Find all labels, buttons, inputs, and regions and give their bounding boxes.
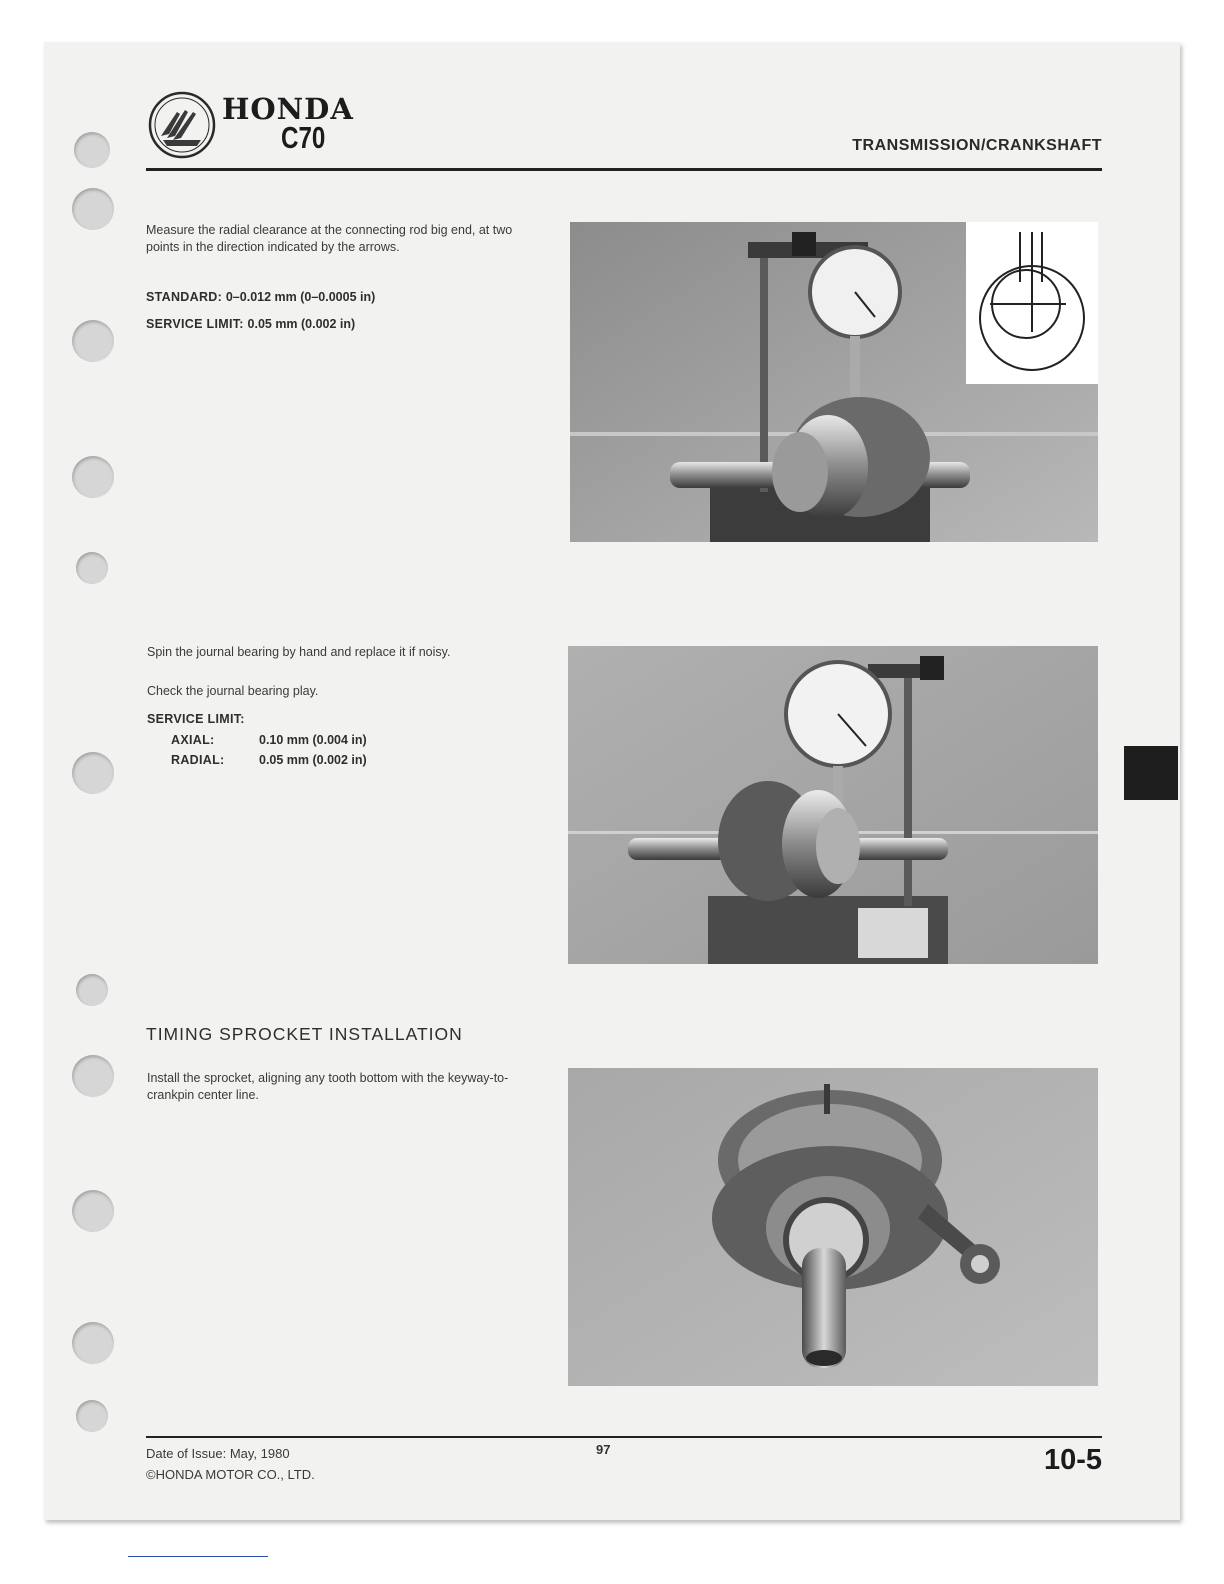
radial-spec (171, 753, 367, 767)
timing-sprocket-heading: TIMING SPROCKET INSTALLATION (146, 1024, 463, 1044)
binder-hole (72, 1322, 114, 1364)
underline-mark (128, 1556, 268, 1557)
binder-hole (72, 1190, 114, 1232)
brand-name: HONDA (222, 92, 354, 126)
binder-hole (72, 456, 114, 498)
timing-sprocket-photo (568, 1068, 1098, 1386)
binder-hole (72, 188, 114, 230)
service-limit-value: 0.05 mm (0.002 in) (247, 317, 356, 331)
journal-bearing-photo (568, 646, 1098, 964)
radial-label: RADIAL: (171, 753, 225, 767)
service-limit-spec (146, 317, 355, 331)
binder-hole (72, 1055, 114, 1097)
binder-hole (72, 752, 114, 794)
page-number: 10-5 (1043, 1444, 1102, 1476)
binder-hole (76, 552, 108, 584)
service-limit-heading: SERVICE LIMIT: (147, 712, 245, 726)
axial-value: 0.10 mm (0.004 in) (259, 733, 367, 747)
radial-value: 0.05 mm (0.002 in) (259, 753, 367, 767)
radial-clearance-instruction: Measure the radial clearance at the connecting rod big end, at two points in the direction indicated by the arrows. (146, 223, 513, 254)
timing-sprocket-instruction: Install the sprocket, aligning any tooth bottom with the keyway-to-crankpin center line. (147, 1071, 509, 1102)
binder-hole (76, 1400, 108, 1432)
standard-spec (146, 290, 375, 304)
axial-spec (171, 733, 367, 747)
binder-hole (74, 132, 110, 168)
standard-value: 0–0.012 mm (0–0.0005 in) (225, 290, 376, 304)
footer-rule (146, 1436, 1102, 1438)
axial-label: AXIAL: (171, 733, 215, 747)
copyright: ©HONDA MOTOR CO., LTD. (146, 1467, 315, 1482)
journal-bearing-check-text: Check the journal bearing play. (147, 684, 319, 698)
standard-label: STANDARD: (146, 290, 223, 304)
section-title: TRANSMISSION/CRANKSHAFT (852, 137, 1102, 154)
header-rule (146, 168, 1102, 171)
page-reference: 97 (596, 1442, 611, 1457)
section-tab-marker (1124, 746, 1178, 800)
radial-clearance-photo (570, 222, 1098, 542)
issue-date: Date of Issue: May, 1980 (146, 1446, 290, 1461)
service-limit-label: SERVICE LIMIT: (146, 317, 244, 331)
journal-bearing-spin-text: Spin the journal bearing by hand and replace it if noisy. (147, 645, 451, 659)
binder-hole (72, 320, 114, 362)
model-name: C70 (281, 120, 326, 155)
binder-hole (76, 974, 108, 1006)
honda-wing-logo (147, 90, 217, 160)
